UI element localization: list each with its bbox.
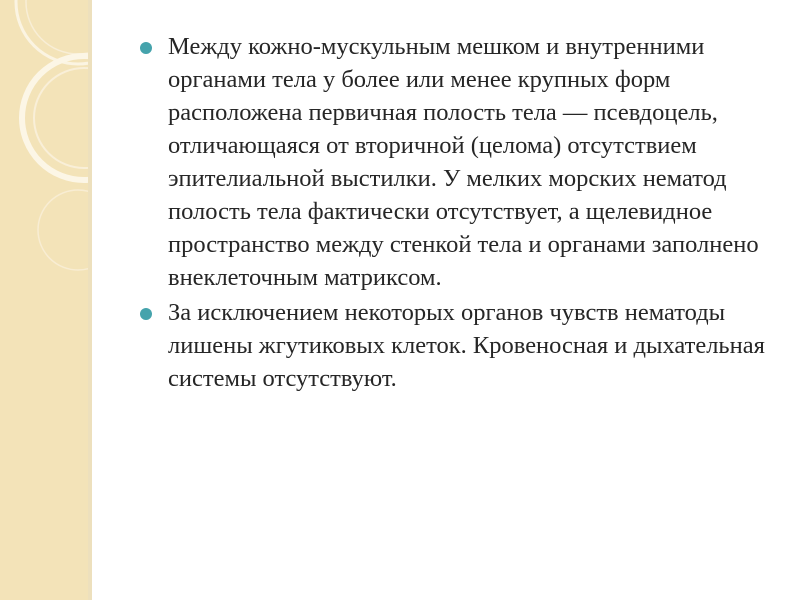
bullet-text: Между кожно-мускульным мешком и внутренними органами тела у более или менее крупных форм расположена первичная полость тела — псевдоцель, отличающаяся от вторичной (целома) отсутствием эпителиальной выстилки. У мелких морских нематод полость тела фактически отсутствует, а щелевидное пространство между стенкой тела и органами заполнено внеклеточным матриксом.: [168, 33, 759, 291]
bullet-item-pseudocoel: [132, 30, 782, 294]
bullet-item-systems: [132, 296, 782, 395]
bullet-dot-icon: [140, 42, 152, 54]
bullet-list: [132, 30, 782, 395]
panel-divider: [88, 0, 92, 600]
slide-body: [132, 30, 782, 397]
bullet-dot-icon: [140, 308, 152, 320]
decorative-circles-graphic: [0, 0, 88, 600]
decorative-side-panel: [0, 0, 88, 600]
bullet-text: За исключением некоторых органов чувств нематоды лишены жгутиковых клеток. Кровеносная и дыхательная системы отсутствуют.: [168, 299, 765, 392]
